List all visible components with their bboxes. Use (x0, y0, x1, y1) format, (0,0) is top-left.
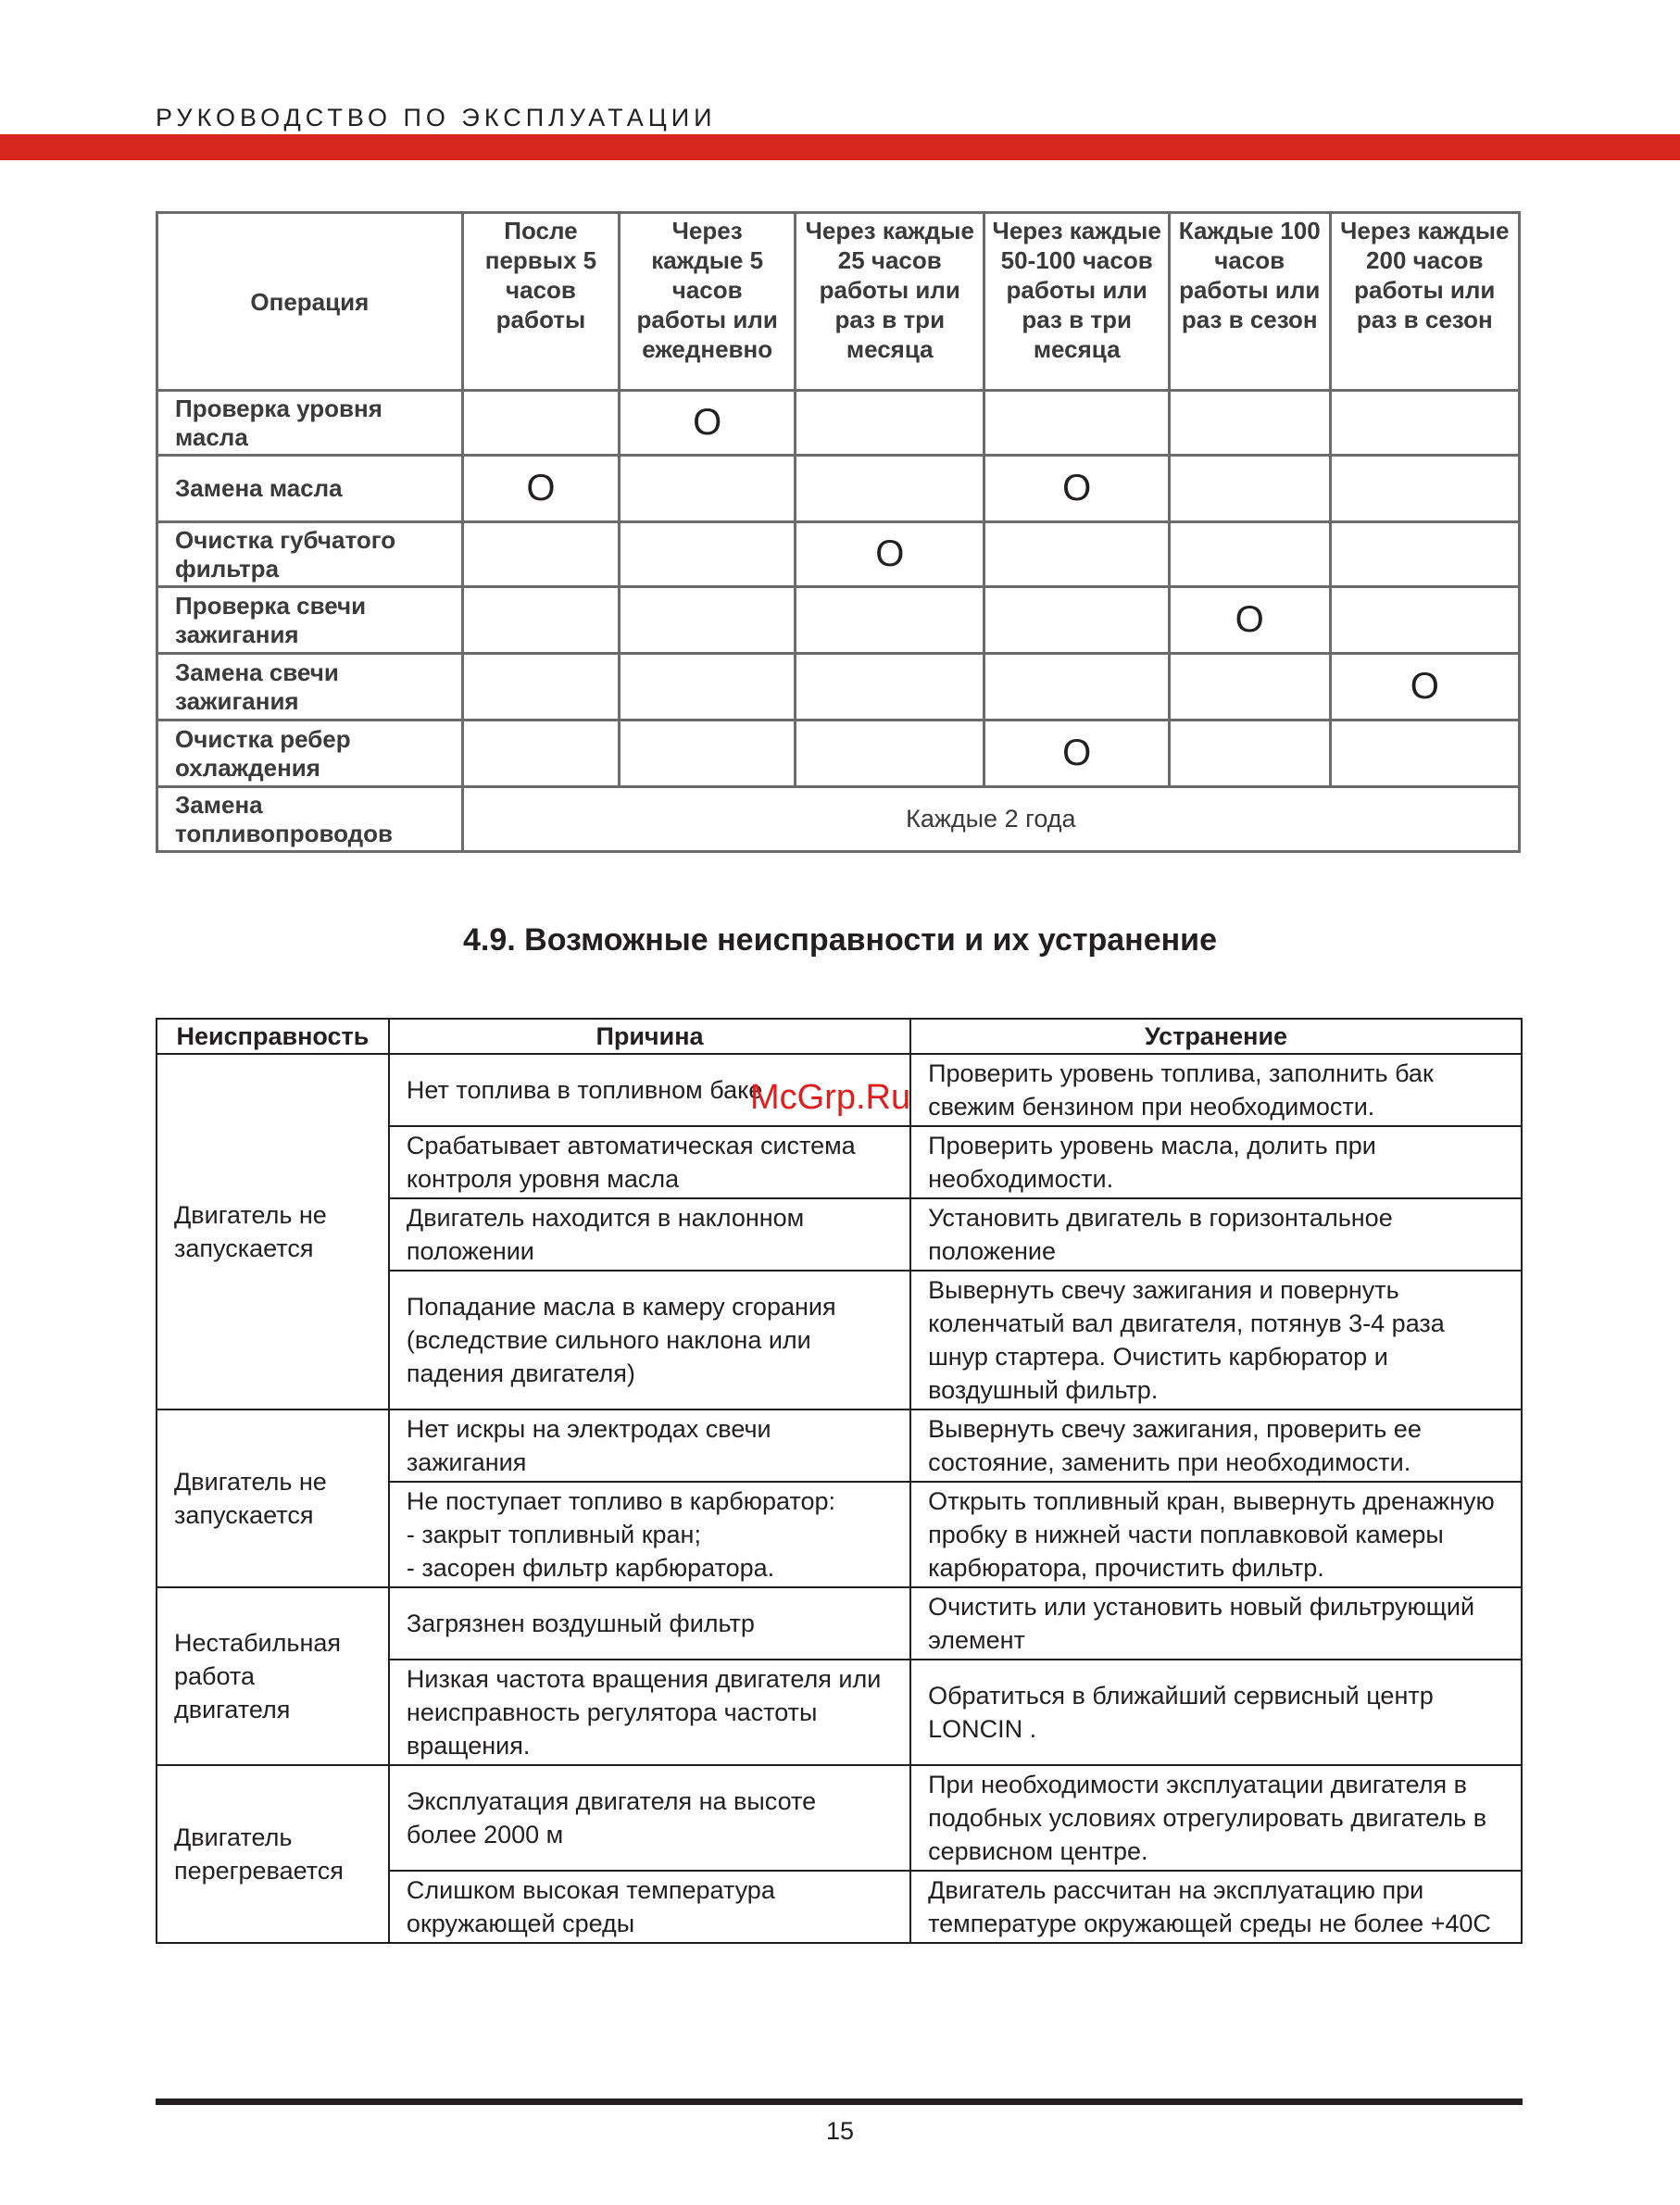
schedule-cell (984, 456, 1169, 522)
schedule-cell (462, 391, 620, 456)
remedy-cell: Проверить уровень топлива, заполнить бак свежим бензином при необходимости. (910, 1054, 1522, 1126)
schedule-cell (796, 654, 984, 720)
cause-cell: Слишком высокая температура окружающей среды (389, 1871, 910, 1943)
schedule-cell (984, 391, 1169, 456)
schedule-cell (1169, 391, 1330, 456)
schedule-cell (1169, 456, 1330, 522)
cause-cell (389, 1482, 910, 1587)
schedule-cell (620, 391, 796, 456)
schedule-cell (1330, 522, 1519, 587)
header-accent-band (0, 134, 1680, 160)
remedy-cell: Вывернуть свечу зажигания и повернуть коленчатый вал двигателя, потянув 3-4 раза шнур стартера. Очистить карбюратор и воздушный фильтр. (910, 1271, 1522, 1409)
cause-cell: Попадание масла в камеру сгорания (вследствие сильного наклона или падения двигателя) (389, 1271, 910, 1409)
schedule-cell (796, 587, 984, 654)
schedule-operation-label: Очистка ребер охлаждения (157, 720, 463, 787)
schedule-mark: O (1410, 666, 1439, 707)
schedule-header-operation: Операция (157, 213, 463, 391)
troubleshooting-row (157, 1765, 1522, 1871)
troubleshooting-header-row (157, 1019, 1522, 1054)
header-fault: Неисправность (157, 1019, 389, 1054)
schedule-mark: O (693, 402, 722, 443)
schedule-operation-label: Проверка свечи зажигания (157, 587, 463, 654)
schedule-header-row (157, 213, 1520, 391)
schedule-operation-label: Замена топливопроводов (157, 787, 463, 852)
schedule-cell (796, 391, 984, 456)
schedule-cell (462, 522, 620, 587)
section-title: 4.9. Возможные неисправности и их устранение (463, 922, 1217, 958)
cause-cell: Нет искры на электродах свечи зажигания (389, 1409, 910, 1482)
page-number: 15 (825, 2117, 855, 2145)
schedule-cell (796, 522, 984, 587)
schedule-cell (1169, 587, 1330, 654)
schedule-cell (1330, 456, 1519, 522)
maintenance-schedule-table (156, 211, 1521, 853)
schedule-cell (1169, 654, 1330, 720)
schedule-header-col: Через каждые 200 часов работы или раз в сезон (1330, 213, 1519, 391)
document-header-title: РУКОВОДСТВО ПО ЭКСПЛУАТАЦИИ (156, 104, 717, 132)
fault-cell: Двигатель не запускается (157, 1054, 389, 1409)
schedule-row (157, 522, 1520, 587)
schedule-cell (462, 587, 620, 654)
header-cause: Причина (389, 1019, 910, 1054)
schedule-cell (1330, 587, 1519, 654)
schedule-cell (462, 720, 620, 787)
troubleshooting-table (156, 1018, 1523, 1944)
remedy-cell: Вывернуть свечу зажигания, проверить ее состояние, заменить при необходимости. (910, 1409, 1522, 1482)
schedule-header-col: Через каждые 50-100 часов работы или раз в три месяца (984, 213, 1169, 391)
schedule-cell (984, 587, 1169, 654)
cause-cell: Загрязнен воздушный фильтр (389, 1587, 910, 1660)
schedule-operation-label: Проверка уровня масла (157, 391, 463, 456)
schedule-header-col: После первых 5 часов работы (462, 213, 620, 391)
watermark-text: McGrp.Ru (750, 1078, 911, 1117)
schedule-interval-value: Каждые 2 года (462, 787, 1519, 852)
header-remedy: Устранение (910, 1019, 1522, 1054)
schedule-cell (1169, 720, 1330, 787)
cause-cell: Нет топлива в топливном баке (389, 1054, 910, 1126)
schedule-cell (984, 654, 1169, 720)
schedule-cell (620, 522, 796, 587)
schedule-row (157, 391, 1520, 456)
cause-cell: Срабатывает автоматическая система контроля уровня масла (389, 1126, 910, 1198)
fault-cell: Нестабильная работа двигателя (157, 1587, 389, 1765)
schedule-cell (984, 522, 1169, 587)
remedy-cell: Установить двигатель в горизонтальное положение (910, 1198, 1522, 1271)
fault-cell: Двигатель не запускается (157, 1409, 389, 1587)
schedule-cell (1330, 654, 1519, 720)
remedy-cell: Проверить уровень масла, долить при необходимости. (910, 1126, 1522, 1198)
schedule-cell (462, 456, 620, 522)
schedule-row (157, 587, 1520, 654)
footer-rule (156, 2099, 1523, 2105)
schedule-row (157, 456, 1520, 522)
schedule-cell (620, 654, 796, 720)
schedule-mark: O (1235, 599, 1264, 640)
schedule-cell (620, 456, 796, 522)
schedule-operation-label: Очистка губчатого фильтра (157, 522, 463, 587)
schedule-mark: O (875, 533, 905, 574)
schedule-operation-label: Замена масла (157, 456, 463, 522)
schedule-cell (1330, 391, 1519, 456)
remedy-cell: Двигатель рассчитан на эксплуатацию при температуре окружающей среды не более +40С (910, 1871, 1522, 1943)
schedule-mark: O (1062, 733, 1092, 773)
schedule-cell (620, 587, 796, 654)
schedule-cell (984, 720, 1169, 787)
remedy-cell: При необходимости эксплуатации двигателя в подобных условиях отрегулировать двигатель в сервисном центре. (910, 1765, 1522, 1871)
cause-line: Не поступает топливо в карбюратор: (406, 1487, 835, 1515)
remedy-cell: Обратиться в ближайший сервисный центр LONCIN . (910, 1660, 1522, 1765)
fault-cell: Двигатель перегревается (157, 1765, 389, 1943)
cause-line: - закрыт топливный кран; (406, 1521, 701, 1548)
remedy-cell: Открыть топливный кран, вывернуть дренажную пробку в нижней части поплавковой камеры карбюратора, прочистить фильтр. (910, 1482, 1522, 1587)
schedule-row-fuel-lines (157, 787, 1520, 852)
schedule-cell (1330, 720, 1519, 787)
schedule-cell (796, 456, 984, 522)
schedule-header-col: Каждые 100 часов работы или раз в сезон (1169, 213, 1330, 391)
schedule-cell (796, 720, 984, 787)
troubleshooting-row (157, 1587, 1522, 1660)
schedule-header-col: Через каждые 5 часов работы или ежедневно (620, 213, 796, 391)
schedule-row (157, 654, 1520, 720)
schedule-operation-label: Замена свечи зажигания (157, 654, 463, 720)
schedule-header-col: Через каждые 25 часов работы или раз в три месяца (796, 213, 984, 391)
cause-line: - засорен фильтр карбюратора. (406, 1554, 775, 1582)
cause-cell: Эксплуатация двигателя на высоте более 2000 м (389, 1765, 910, 1871)
schedule-row (157, 720, 1520, 787)
schedule-cell (462, 654, 620, 720)
remedy-cell: Очистить или установить новый фильтрующий элемент (910, 1587, 1522, 1660)
schedule-mark: O (1062, 468, 1092, 508)
troubleshooting-row (157, 1409, 1522, 1482)
cause-cell: Низкая частота вращения двигателя или неисправность регулятора частоты вращения. (389, 1660, 910, 1765)
schedule-mark: O (526, 468, 556, 508)
schedule-cell (1169, 522, 1330, 587)
cause-cell: Двигатель находится в наклонном положении (389, 1198, 910, 1271)
schedule-cell (620, 720, 796, 787)
